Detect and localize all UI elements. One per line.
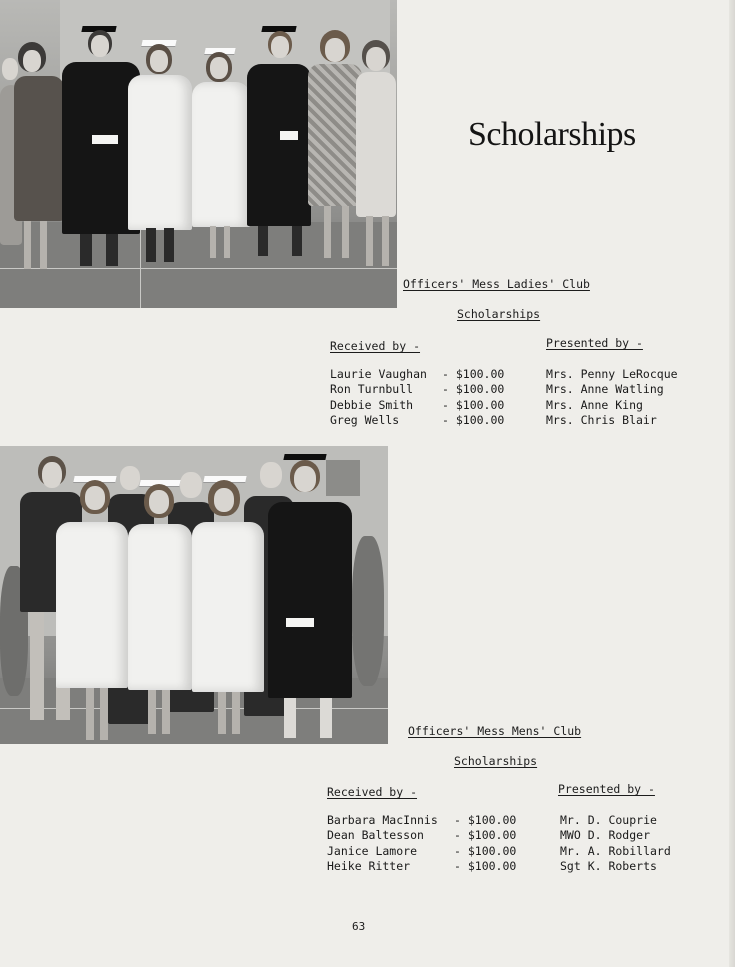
recipient-name: Dean Baltesson (327, 828, 424, 843)
mens-presented-by-label: Presented by - (558, 782, 655, 796)
table-row (327, 844, 707, 859)
mens-club-heading: Officers' Mess Mens' Club (408, 724, 582, 738)
presenter-name: Mr. D. Couprie (560, 813, 657, 827)
presenter-name: Mrs. Anne Watling (546, 382, 664, 397)
recipient-name: Barbara MacInnis (327, 813, 438, 827)
ladies-club-heading: Officers' Mess Ladies' Club (403, 277, 590, 291)
mens-club-subheading: Scholarships (454, 754, 538, 768)
table-row (327, 828, 707, 843)
page-number: 63 (352, 920, 366, 933)
presenter-name: MWO D. Rodger (560, 828, 651, 843)
presenter-name: Mrs. Chris Blair (546, 412, 657, 427)
scholarship-amount: - $100.00 (454, 828, 517, 843)
presenter-name: Mr. A. Robillard (560, 843, 671, 858)
scholarship-amount: - $100.00 (454, 843, 517, 858)
table-row (330, 413, 710, 428)
scholarship-amount: - $100.00 (442, 397, 505, 412)
recipient-name: Janice Lamore (327, 843, 418, 858)
presenter-name: Sgt K. Roberts (560, 858, 657, 873)
table-row (327, 859, 707, 874)
scholarship-amount: - $100.00 (454, 813, 517, 827)
presenter-name: Mrs. Penny LeRocque (546, 367, 678, 381)
recipient-name: Debbie Smith (330, 397, 414, 412)
mens-club-group-photo (0, 446, 388, 744)
ladies-club-group-photo (0, 0, 397, 308)
table-row (327, 813, 707, 828)
scholarship-amount: - $100.00 (454, 858, 517, 873)
recipient-name: Ron Turnbull (330, 382, 414, 397)
scholarship-amount: - $100.00 (442, 367, 505, 381)
ladies-received-by-label: Received by - (330, 339, 421, 353)
recipient-name: Greg Wells (330, 412, 400, 427)
page-edge (729, 0, 735, 967)
ladies-presented-by-label: Presented by - (546, 336, 643, 350)
table-row (330, 382, 710, 397)
recipient-name: Laurie Vaughan (330, 367, 427, 381)
recipient-name: Heike Ritter (327, 858, 411, 873)
ladies-club-table (330, 367, 710, 428)
mens-received-by-label: Received by - (327, 785, 418, 799)
ladies-club-subheading: Scholarships (457, 307, 541, 321)
presenter-name: Mrs. Anne King (546, 397, 643, 412)
page-title: Scholarships (468, 116, 636, 153)
mens-club-table (327, 813, 707, 874)
scholarship-amount: - $100.00 (442, 412, 505, 427)
table-row (330, 398, 710, 413)
table-row (330, 367, 710, 382)
scholarship-amount: - $100.00 (442, 382, 505, 397)
